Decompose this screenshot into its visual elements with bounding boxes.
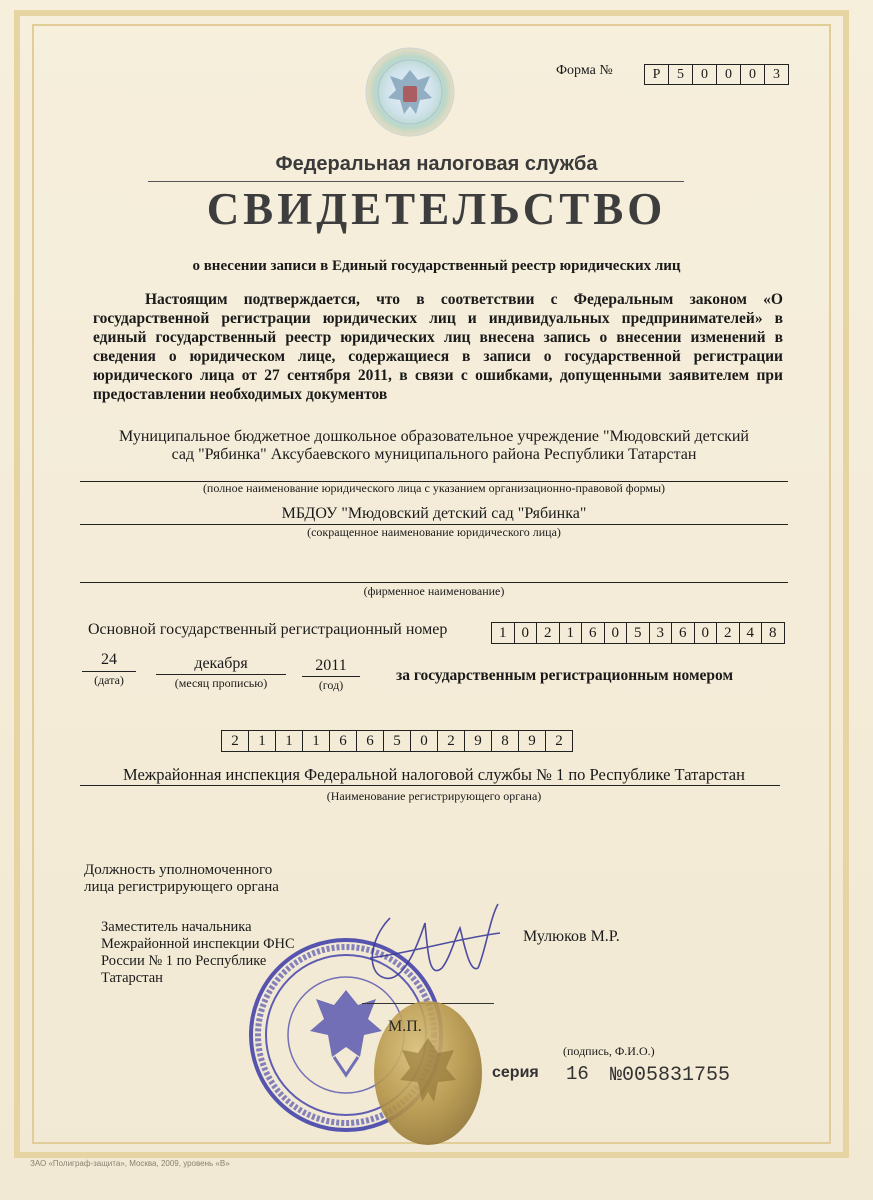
position-line2: Межрайонной инспекции ФНС [101, 936, 295, 952]
position-label-line2: лица регистрирующего органа [84, 879, 279, 895]
date-month-line [156, 674, 286, 675]
brand-name-caption: (фирменное наименование) [363, 584, 505, 598]
grn-digit: 2 [221, 730, 249, 752]
form-code-cell: 5 [668, 64, 693, 85]
grn-digit: 8 [491, 730, 519, 752]
ogrn-digit: 8 [761, 622, 785, 644]
grn-digit: 1 [302, 730, 330, 752]
authority-name: Межрайонная инспекция Федеральной налоговой службы № 1 по Республике Татарстан [123, 765, 745, 784]
agency-name: Федеральная налоговая служба [275, 153, 598, 175]
serial-number: №005831755 [610, 1064, 731, 1087]
hologram-emblem-icon [364, 46, 456, 138]
grn-digit: 6 [356, 730, 384, 752]
grn-digit: 9 [464, 730, 492, 752]
form-code [645, 64, 789, 85]
ogrn-digit: 0 [694, 622, 718, 644]
serial-label: серия [492, 1064, 539, 1081]
ogrn-digit: 2 [536, 622, 560, 644]
signatory-name: Мулюков М.Р. [523, 928, 620, 945]
ogrn-digit: 0 [514, 622, 538, 644]
mp-mark: М.П. [388, 1018, 422, 1035]
grn-digit: 9 [518, 730, 546, 752]
ogrn-digit: 1 [491, 622, 515, 644]
grn-label: за государственным регистрационным номером [396, 667, 734, 684]
ogrn-digit: 2 [716, 622, 740, 644]
date-day-caption: (дата) [94, 673, 124, 687]
serial-series: 16 [566, 1063, 589, 1085]
grn-digit: 1 [275, 730, 303, 752]
confirmation-paragraph: Настоящим подтверждается, что в соответствии с Федеральным законом «О государственной регистрации юридических лиц и индивидуальных предпринимателей» в единый государственный реестр юридических лиц внесена запись о внесении изменений в сведения о юридическом лице, содержащиеся в записи о государственной регистрации юридического лица от 27 сентября 2011, в связи с ошибками, допущенными заявителем при предоставлении необходимых документов [93, 291, 783, 403]
position-line3: России № 1 по Республике [101, 953, 267, 969]
short-name-caption: (сокращенное наименование юридического лица) [307, 525, 561, 539]
date-day: 24 [101, 651, 117, 668]
date-year: 2011 [315, 657, 347, 674]
date-month: декабря [194, 655, 248, 672]
grn-digit: 1 [248, 730, 276, 752]
entity-full-name-line2: сад "Рябинка" Аксубаевского муниципального района Республики Татарстан [171, 446, 697, 463]
agency-underline [148, 181, 684, 182]
position-label [84, 862, 279, 896]
grn-digit: 2 [437, 730, 465, 752]
date-month-caption: (месяц прописью) [174, 676, 268, 690]
form-code-cell: 0 [692, 64, 717, 85]
grn-number [222, 730, 573, 752]
ogrn-digit: 4 [739, 622, 763, 644]
form-label: Форма № [556, 63, 613, 78]
grn-digit: 5 [383, 730, 411, 752]
position-line1: Заместитель начальника [101, 919, 252, 935]
signature-caption: (подпись, Ф.И.О.) [563, 1044, 655, 1058]
printer-footer: ЗАО «Полиграф-защита», Москва, 2009, уровень «В» [30, 1159, 230, 1168]
date-year-caption: (год) [318, 678, 344, 692]
form-code-cell: 3 [764, 64, 789, 85]
ogrn-digit: 5 [626, 622, 650, 644]
grn-digit: 2 [545, 730, 573, 752]
form-code-cell: 0 [716, 64, 741, 85]
grn-digit: 0 [410, 730, 438, 752]
document-subtitle: о внесении записи в Единый государственный реестр юридических лиц [192, 258, 681, 274]
ogrn-digit: 3 [649, 622, 673, 644]
full-name-caption: (полное наименование юридического лица с указанием организационно-правовой формы) [202, 481, 666, 495]
date-year-line [302, 676, 360, 677]
position-line4: Татарстан [101, 970, 163, 986]
ogrn-number [492, 622, 785, 644]
ogrn-digit: 1 [559, 622, 583, 644]
authority-line [80, 785, 780, 786]
form-code-cell: 0 [740, 64, 765, 85]
document-title: СВИДЕТЕЛЬСТВО [206, 184, 667, 234]
ogrn-digit: 6 [671, 622, 695, 644]
date-day-line [82, 671, 136, 672]
ogrn-digit: 6 [581, 622, 605, 644]
entity-full-name-line1: Муниципальное бюджетное дошкольное образовательное учреждение "Мюдовский детский [119, 428, 749, 445]
position-label-line1: Должность уполномоченного [84, 862, 273, 878]
ogrn-label: Основной государственный регистрационный номер [88, 621, 448, 638]
signature-icon [350, 898, 510, 998]
authority-caption: (Наименование регистрирующего органа) [326, 789, 542, 803]
grn-digit: 6 [329, 730, 357, 752]
ogrn-digit: 0 [604, 622, 628, 644]
form-code-cell: Р [644, 64, 669, 85]
entity-short-name: МБДОУ "Мюдовский детский сад "Рябинка" [281, 505, 587, 522]
entity-full-name [80, 428, 788, 464]
brand-name-line [80, 582, 788, 583]
